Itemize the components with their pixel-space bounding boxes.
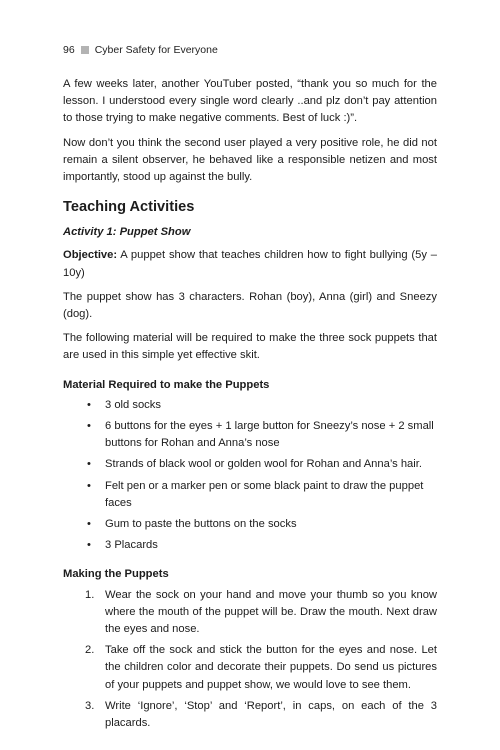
objective-paragraph bbox=[63, 247, 437, 281]
making-steps-list bbox=[63, 587, 437, 733]
step-text: Take off the sock and stick the button for the eyes and nose. Let the children color and decorate their puppets. Do send us pictures of your puppets and puppet show, we would love to see them. bbox=[105, 644, 437, 691]
list-item bbox=[63, 478, 437, 512]
list-item-text: 3 Placards bbox=[105, 539, 158, 552]
book-title: Cyber Safety for Everyone bbox=[94, 44, 218, 56]
paragraph: Now don’t you think the second user played a very positive role, he did not remain a silent observer, he behaved like a responsible netizen and most importantly, stood up against the bully. bbox=[63, 136, 437, 184]
section-title: Teaching Activities bbox=[63, 199, 195, 216]
list-item bbox=[63, 456, 437, 473]
list-item bbox=[63, 418, 437, 452]
bullet-icon: • bbox=[87, 420, 91, 433]
step-item bbox=[63, 587, 437, 639]
materials-list bbox=[63, 397, 437, 555]
bullet-icon: • bbox=[87, 518, 91, 531]
step-number: 1. bbox=[85, 588, 95, 601]
paragraph: A few weeks later, another YouTuber posted, “thank you so much for the lesson. I understood every single word clearly ..and plz don’t pay attention to those trying to make negative comments. Best of luck :)”. bbox=[63, 78, 437, 125]
step-text: Wear the sock on your hand and move your thumb so you know where the mouth of the puppet will be. Draw the mouth. Next draw the eyes and nose. bbox=[105, 588, 437, 636]
objective-text: A puppet show that teaches children how to fight bullying (5y – 10y) bbox=[63, 249, 437, 279]
bullet-icon: • bbox=[87, 398, 91, 411]
running-header bbox=[63, 44, 218, 56]
paragraph: The puppet show has 3 characters. Rohan (boy), Anna (girl) and Sneezy (dog). bbox=[63, 290, 437, 321]
list-item bbox=[63, 397, 437, 414]
bullet-icon: • bbox=[87, 479, 91, 492]
list-item-text: Felt pen or a marker pen or some black paint to draw the puppet faces bbox=[105, 479, 424, 509]
list-item-text: 3 old socks bbox=[105, 398, 161, 411]
materials-heading: Material Required to make the Puppets bbox=[63, 378, 270, 391]
activity-title: Activity 1: Puppet Show bbox=[63, 226, 191, 239]
page-content bbox=[63, 76, 437, 736]
step-item bbox=[63, 698, 437, 732]
list-item bbox=[63, 516, 437, 533]
paragraph: The following material will be required to make the three sock puppets that are used in this simple yet effective skit. bbox=[63, 332, 437, 362]
page-number: 96 bbox=[63, 44, 75, 56]
list-item-text: 6 buttons for the eyes + 1 large button for Sneezy’s nose + 2 small buttons for Rohan and Anna’s nose bbox=[105, 420, 434, 450]
step-number: 2. bbox=[85, 644, 95, 657]
list-item-text: Gum to paste the buttons on the socks bbox=[105, 518, 297, 531]
step-item bbox=[63, 642, 437, 694]
bullet-icon: • bbox=[87, 539, 91, 552]
step-number: 3. bbox=[85, 699, 95, 712]
header-square-icon bbox=[81, 46, 89, 54]
step-text: Write ‘Ignore’, ‘Stop’ and ‘Report’, in caps, on each of the 3 placards. bbox=[105, 699, 437, 730]
list-item bbox=[63, 537, 437, 554]
bullet-icon: • bbox=[87, 458, 91, 471]
list-item-text: Strands of black wool or golden wool for Rohan and Anna’s hair. bbox=[105, 458, 422, 471]
objective-label: Objective: bbox=[63, 249, 118, 262]
making-heading: Making the Puppets bbox=[63, 568, 169, 581]
